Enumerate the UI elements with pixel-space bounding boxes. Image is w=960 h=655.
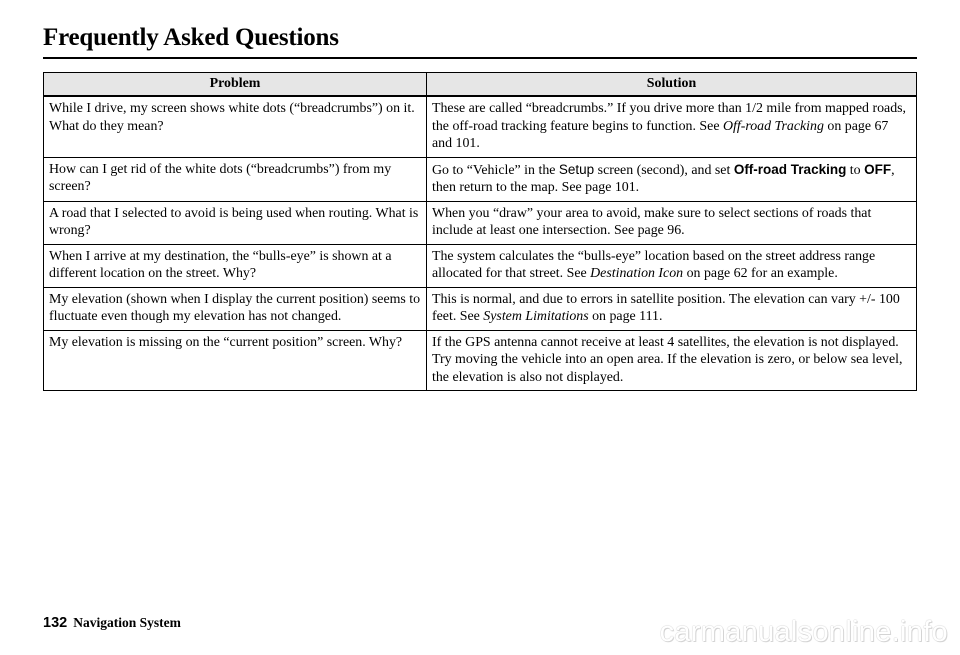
problem-cell: My elevation is missing on the “current position” screen. Why? <box>44 330 427 391</box>
table-row <box>44 201 917 244</box>
table-row <box>44 96 917 157</box>
footer-section-label: Navigation System <box>73 615 181 630</box>
problem-cell: My elevation (shown when I display the current position) seems to fluctuate even though my elevation has not changed. <box>44 287 427 330</box>
problem-cell: How can I get rid of the white dots (“breadcrumbs”) from my screen? <box>44 157 427 201</box>
problem-cell: A road that I selected to avoid is being used when routing. What is wrong? <box>44 201 427 244</box>
solution-text: screen (second), and set <box>594 162 734 178</box>
solution-cell <box>427 287 917 330</box>
page-title: Frequently Asked Questions <box>43 24 339 51</box>
table-header-row <box>44 73 917 97</box>
solution-cell <box>427 157 917 201</box>
solution-text: to <box>846 162 865 178</box>
solution-text: Go to “Vehicle” in the <box>432 162 559 178</box>
solution-text: These are called “breadcrumbs.” If you drive more than 1/2 mile from mapped roads, the off-road tracking feature begins to function. See <box>432 101 907 134</box>
cross-reference: Destination Icon <box>590 266 684 281</box>
cross-reference: Off-road Tracking <box>722 118 824 134</box>
faq-table <box>43 72 917 391</box>
solution-text: on page 111. <box>588 309 663 324</box>
solution-cell: When you “draw” your area to avoid, make sure to select sections of roads that include at least one intersection. See page 96. <box>427 201 917 244</box>
table-row <box>44 157 917 201</box>
solution-text: on page 62 for an example. <box>683 266 838 281</box>
column-header-problem: Problem <box>44 73 427 97</box>
problem-cell: When I arrive at my destination, the “bulls-eye” is shown at a different location on the street. Why? <box>44 244 427 287</box>
solution-cell <box>427 244 917 287</box>
title-divider <box>43 57 917 59</box>
column-header-solution: Solution <box>427 73 917 97</box>
cross-reference: System Limitations <box>483 309 589 324</box>
solution-text: The system calculates the “bulls-eye” location based on the street address range allocated for that street. See <box>432 248 876 281</box>
problem-cell: While I drive, my screen shows white dots (“breadcrumbs”) on it. What do they mean? <box>44 96 427 157</box>
solution-text: This is normal, and due to errors in satellite position. The elevation can vary +/- 100 feet. See <box>432 291 900 324</box>
table-row <box>44 287 917 330</box>
solution-text: on page 67 and 101. <box>432 118 889 151</box>
table-row <box>44 244 917 287</box>
page-footer <box>43 615 181 631</box>
setting-value: OFF <box>864 161 892 177</box>
solution-cell: If the GPS antenna cannot receive at least 4 satellites, the elevation is not displayed. Try moving the vehicle into an open area. If the elevation is zero, or below sea level, the elevation is also not displayed. <box>427 330 917 391</box>
page-number: 132 <box>43 615 68 631</box>
solution-text: , then return to the map. See page 101. <box>432 162 895 195</box>
solution-cell <box>427 96 917 157</box>
table-row <box>44 330 917 391</box>
setting-name: Off-road Tracking <box>733 161 847 177</box>
screen-name: Setup <box>558 161 595 177</box>
site-watermark: carmanualsonline.info <box>659 616 948 648</box>
